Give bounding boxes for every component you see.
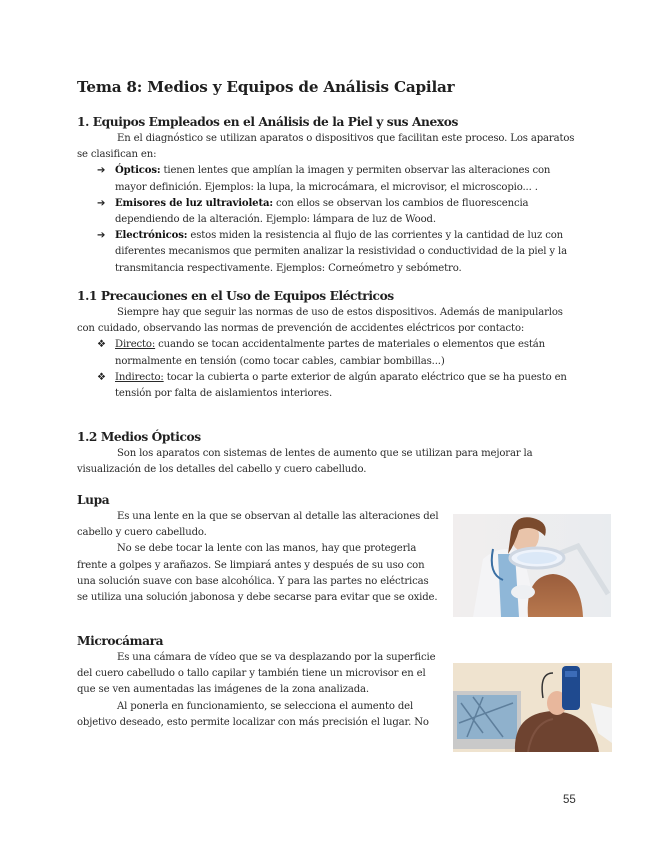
page-title: Tema 8: Medios y Equipos de Análisis Capilar [77,78,455,96]
microcamara-paragraph-1: Es una cámara de vídeo que se va desplazando por la superficie del cuero cabelludo o tallo capilar y también tiene un microvisor en el que se ven aumentadas las imágenes de la zona analizada. [77,652,436,696]
lupa-block [77,492,442,606]
diamond-bullet-icon: ❖ [97,339,106,351]
microcamara-image [453,663,612,752]
arrow-bullet-icon: ➔ [97,230,106,242]
item-text: cuando se tocan accidentalmente partes de materiales o elementos que están normalmente en tensión (como tocar cables, cambiar bombillas...) [115,339,545,367]
item-text: tienen lentes que amplían la imagen y permiten observar las alteraciones con mayor definición. Ejemplos: la lupa, la microcámara, el microvisor, el microscopio... . [115,165,551,193]
page-number: 55 [563,794,576,806]
item-text: tocar la cubierta o parte exterior de algún aparato eléctrico que se ha puesto en tensión por falta de aislamientos interiores. [115,371,567,400]
list-item [77,196,581,228]
item-text: estos miden la resistencia al flujo de las corrientes y la cantidad de luz con diferentes mecanismos que permiten analizar la resistividad o conductividad de la piel y la transmitancia respectivamente. Ejemplos: Corneómetro y sebómetro. [115,230,567,274]
section-1-block [77,77,581,277]
section-1-intro: En el diagnóstico se utilizan aparatos o dispositivos que facilitan este proceso. Los aparatos se clasifican en: [77,133,575,161]
lupa-heading: Lupa [77,493,110,507]
section-1-list [77,163,581,276]
section-1-1-intro: Siempre hay que seguir las normas de uso de estos dispositivos. Además de manipularlos con cuidado, observando las normas de prevención de accidentes eléctricos por contacto: [77,307,563,335]
item-label: Electrónicos: [115,230,188,242]
section-1-2-heading: 1.2 Medios Ópticos [77,430,201,444]
arrow-bullet-icon: ➔ [97,165,106,177]
microcamera-photo [453,663,612,752]
item-label: Ópticos: [115,165,161,177]
lupa-image [453,514,611,617]
section-1-1-heading: 1.1 Precauciones en el Uso de Equipos Eléctricos [77,289,394,303]
list-item [77,370,581,402]
item-text: con ellos se observan los cambios de fluorescencia dependiendo de la alteración. Ejemplo: lámpara de luz de Wood. [115,197,529,226]
microcamara-paragraph-2: Al ponerla en funcionamiento, se selecciona el aumento del objetivo deseado, esto permite localizar con más precisión el lugar. No [77,700,429,728]
item-label: Emisores de luz ultravioleta: [115,197,273,209]
section-1-2-block [77,429,581,478]
section-1-heading: 1. Equipos Empleados en el Análisis de la Piel y sus Anexos [77,115,458,129]
item-label: Indirecto: [115,371,164,383]
lupa-paragraph-1: Es una lente en la que se observan al detalle las alteraciones del cabello y cuero cabelludo. [77,511,439,539]
section-1-1-block [77,288,581,402]
lupa-paragraph-2: No se debe tocar la lente con las manos, hay que protegerla frente a golpes y arañazos. Se limpiará antes y después de su uso con una solución suave con base alcohólica. Y para las partes no eléctricas se utiliza una solución jabonosa y debe secarse para evitar que se oxide. [77,543,438,604]
microcamara-block [77,633,442,731]
list-item [77,163,581,195]
section-1-1-list [77,337,581,402]
microcamara-heading: Microcámara [77,634,164,648]
item-label: Directo: [115,339,156,351]
list-item [77,337,581,369]
list-item [77,228,581,277]
diamond-bullet-icon: ❖ [97,371,106,383]
section-1-2-intro: Son los aparatos con sistemas de lentes de aumento que se utilizan para mejorar la visualización de los detalles del cabello y cuero cabelludo. [77,448,533,476]
arrow-bullet-icon: ➔ [97,197,106,209]
magnifier-exam-photo [453,514,611,617]
